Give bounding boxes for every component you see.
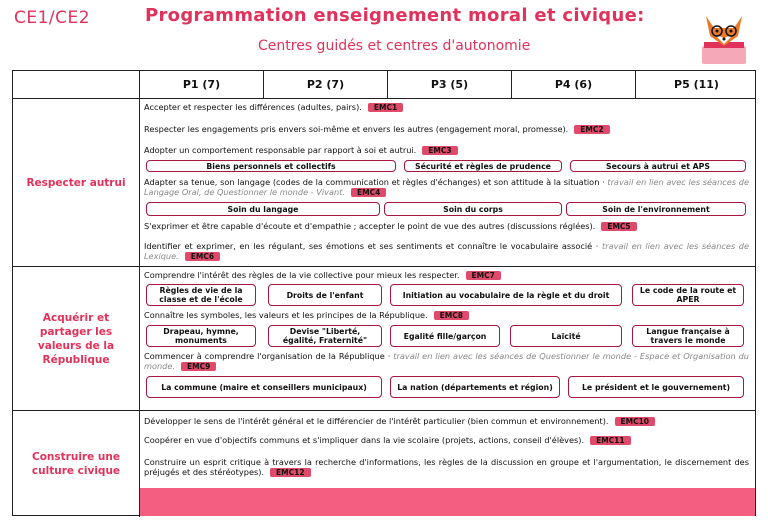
topic-box: Règles de vie de la classe et de l'école [146,284,256,306]
emc-tag: EMC12 [270,468,311,477]
topic-box: Soin de l'environnement [566,202,746,216]
section-content [139,99,755,267]
emc-tag: EMC1 [368,103,403,112]
emc-tag: EMC9 [181,362,216,371]
topic-box: Devise "Liberté, égalité, Fraternité" [268,325,382,347]
emc-tag: EMC7 [466,271,501,280]
topic-box: Soin du langage [146,202,380,216]
fox-mascot-icon [694,6,754,66]
topic-box: La commune (maire et conseillers municipaux) [146,376,382,398]
topic-box: Soin du corps [384,202,562,216]
competence-line: S'exprimer et être capable d'écoute et d'empathie ; accepter le point de vue des autres (discussions réglées). EMC5 [144,221,749,231]
emc-tag: EMC2 [574,125,609,134]
topic-box: La nation (départements et région) [390,376,560,398]
topic-box: Egalité fille/garçon [390,325,500,347]
emc-tag: EMC3 [422,146,457,155]
topic-box: Initiation au vocabulaire de la règle et du droit [390,284,622,306]
period-header: P2 (7) [263,71,387,99]
competence-line: Commencer à comprendre l'organisation de la République · travail en lien avec les séances de Questionner le monde - Espace et Organisation du monde. EMC9 [144,351,749,371]
period-header: P3 (5) [387,71,511,99]
competence-line: Identifier et exprimer, en les régulant, ses émotions et ses sentiments et connaître le vocabulaire associé · travail en lien avec les séances de Lexique. EMC6 [144,241,750,261]
topic-box: Le code de la route et APER [632,284,744,306]
competence-line: Construire un esprit critique à travers la recherche d'informations, les règles de la discussion en groupe et l'argumentation, le discernement des préjugés et des stéréotypes). EMC12 [144,457,749,477]
section-name: Acquérir et partager les valeurs de la République [13,267,139,411]
emc-tag: EMC5 [601,222,636,231]
emc-tag: EMC10 [615,417,656,426]
topic-box: Drapeau, hymne, monuments [146,325,256,347]
topic-box: Le président et le gouvernement) [568,376,744,398]
page-subtitle: Centres guidés et centres d'autonomie [258,38,531,54]
emc-tag: EMC4 [351,188,386,197]
period-header: P4 (6) [511,71,635,99]
topic-box: Laïcité [510,325,622,347]
emc-tag: EMC6 [185,252,220,261]
topic-box: Sécurité et règles de prudence [404,160,562,172]
competence-line: Adopter un comportement responsable par rapport à soi et autrui. EMC3 [144,145,749,155]
section-name: Construire une culture civique [31,451,121,477]
topic-box: Secours à autrui et APS [570,160,746,172]
section-content [139,267,755,411]
emc-tag: EMC11 [590,436,631,445]
competence-line: Connaître les symboles, les valeurs et les principes de la République. EMC8 [144,310,749,320]
page-title: Programmation enseignement moral et civique: [145,5,645,26]
period-header-row [13,71,755,99]
programme-table [12,70,756,516]
competence-line: Respecter les engagements pris envers soi-même et envers les autres (engagement moral, promesse). EMC2 [144,124,749,134]
competence-line: Comprendre l'intérêt des règles de la vie collective pour mieux les respecter. EMC7 [144,270,749,280]
topic-box: Langue française à travers le monde [632,325,744,347]
topic-box: Droits de l'enfant [268,284,382,306]
period-header: P1 (7) [139,71,263,99]
footer-bar [140,488,755,516]
competence-line: Adapter sa tenue, son langage (codes de la communication et règles d'échanges) et son attitude à la situation · travail en lien avec les séances de Langage Oral, de Questionner le monde - Vivant. EMC4 [144,177,749,197]
competence-line: Coopérer en vue d'objectifs communs et s'impliquer dans la vie scolaire (projets, actions, conseil d'élèves). EMC11 [144,435,749,445]
level-label: CE1/CE2 [14,8,91,28]
competence-line: Développer le sens de l'intérêt général et le différencier de l'intérêt particulier (bien commun et environnement). EMC10 [144,416,749,426]
emc-tag: EMC8 [434,311,469,320]
period-header: P5 (11) [635,71,757,99]
topic-box: Biens personnels et collectifs [146,160,396,172]
competence-line: Accepter et respecter les différences (adultes, pairs). EMC1 [144,102,749,112]
section-name: Respecter autrui [13,99,139,267]
